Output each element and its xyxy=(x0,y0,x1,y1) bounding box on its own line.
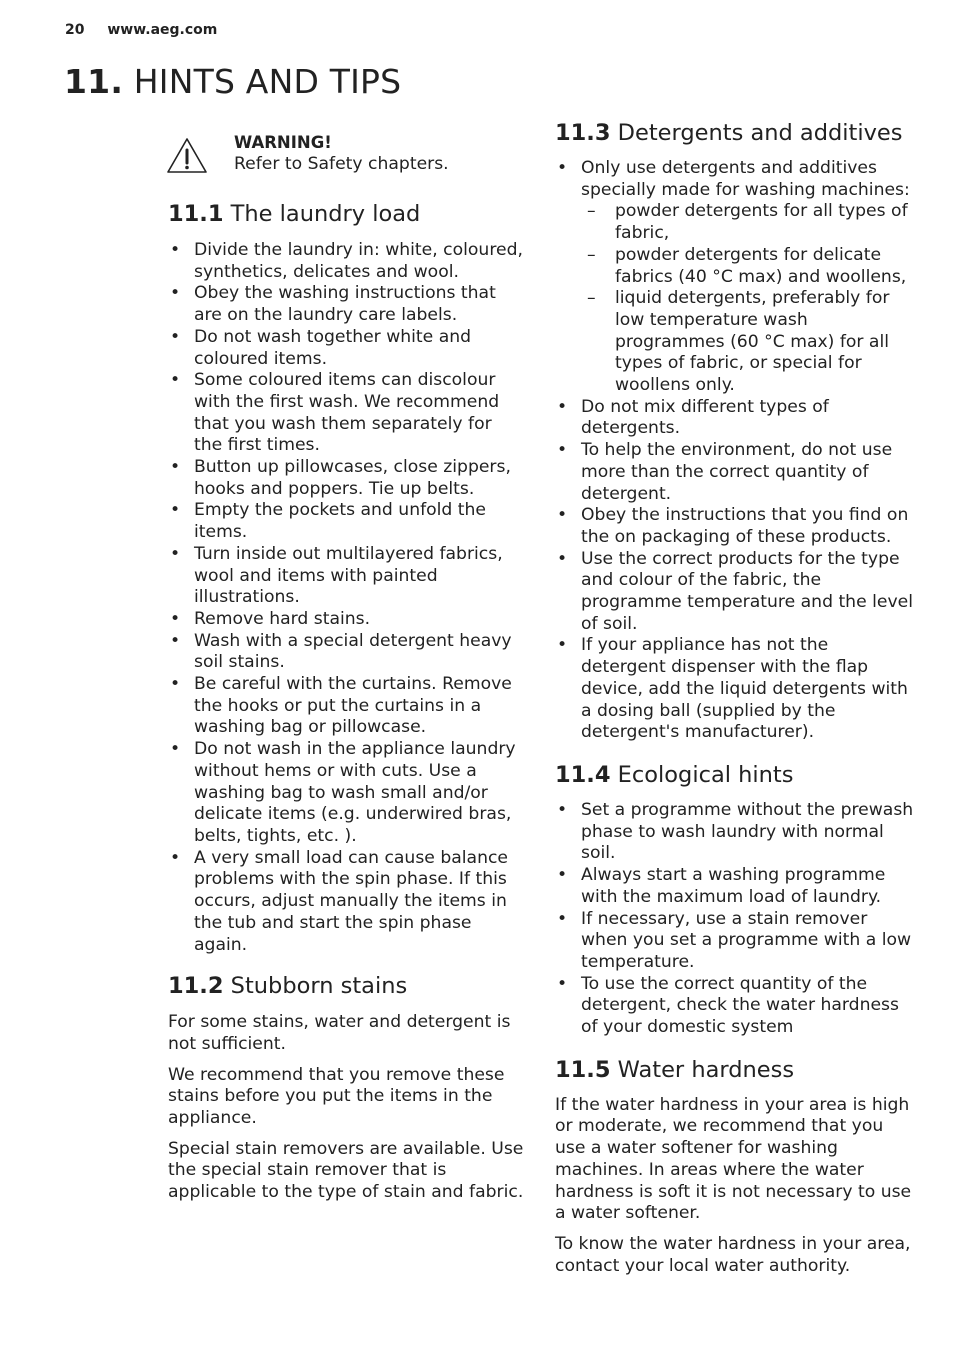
chapter-title xyxy=(64,62,401,101)
warning-title: WARNING! xyxy=(234,133,332,152)
list-item: • If necessary, use a stain remover when you set a programme with a low temperature. xyxy=(555,909,915,974)
warning-text: Refer to Safety chapters. xyxy=(234,154,449,174)
list-item: • Always start a washing programme with the maximum load of laundry. xyxy=(555,865,915,908)
section-number: 11.1 xyxy=(168,201,224,227)
page-number: 20 xyxy=(65,22,85,38)
list-item: • If your appliance has not the detergent dispenser with the flap device, add the liquid detergents with a dosing ball (supplied by the detergent's manufacturer). xyxy=(555,635,915,744)
section-heading-laundry-load xyxy=(168,199,524,229)
laundry-load-list xyxy=(168,240,524,956)
paragraph: We recommend that you remove these stains before you put the items in the appliance. xyxy=(168,1064,505,1129)
paragraph: If the water hardness in your area is high or moderate, we recommend that you use a water softener for washing machines. In areas where the water hardness is soft it is not necessary to use a water softener. xyxy=(555,1094,912,1224)
detergents-list-more xyxy=(555,397,915,744)
section-number: 11.5 xyxy=(555,1056,611,1083)
sub-list-item: – liquid detergents, preferably for low temperature wash programmes (60 °C max) for all types of fabric, or special for woollens only. xyxy=(581,288,915,397)
list-item: • A very small load can cause balance problems with the spin phase. If this occurs, adjust manually the items in the tub and start the spin phase again. xyxy=(168,848,524,957)
sub-list-item: – powder detergents for delicate fabrics (40 °C max) and woollens, xyxy=(581,245,915,288)
website-link[interactable]: www.aeg.com xyxy=(107,22,218,38)
sub-list-item: – powder detergents for all types of fabric, xyxy=(581,201,915,244)
section-heading-ecological-hints xyxy=(555,760,915,790)
list-item: • Do not wash together white and coloured items. xyxy=(168,327,524,370)
list-item: • Remove hard stains. xyxy=(168,609,524,631)
paragraph: For some stains, water and detergent is not sufficient. xyxy=(168,1012,511,1054)
list-item: • Divide the laundry in: white, coloured, synthetics, delicates and wool. xyxy=(168,240,524,283)
left-column xyxy=(168,132,524,1204)
section-title: Stubborn stains xyxy=(230,973,408,1000)
list-item: • To help the environment, do not use more than the correct quantity of detergent. xyxy=(555,440,915,505)
chapter-title-text: HINTS AND TIPS xyxy=(133,62,402,101)
list-item: • Empty the pockets and unfold the items. xyxy=(168,500,524,543)
section-heading-detergents xyxy=(555,118,915,148)
list-item: • Set a programme without the prewash phase to wash laundry with normal soil. xyxy=(555,800,915,865)
section-title: The laundry load xyxy=(230,201,421,227)
chapter-number: 11. xyxy=(64,62,124,101)
list-item: • Some coloured items can discolour with the first wash. We recommend that you wash them separately for the first times. xyxy=(168,370,524,457)
list-item: • Do not wash in the appliance laundry without hems or with cuts. Use a washing bag to wash small and/or delicate items (e.g. underwired bras, belts, tights, etc. ). xyxy=(168,739,524,848)
list-item-text: Only use detergents and additives specially made for washing machines: xyxy=(581,158,910,200)
section-title: Ecological hints xyxy=(617,761,794,788)
list-item: • Turn inside out multilayered fabrics, wool and items with painted illustrations. xyxy=(168,544,524,609)
list-item: • Button up pillowcases, close zippers, hooks and poppers. Tie up belts. xyxy=(168,457,524,500)
section-number: 11.3 xyxy=(555,120,611,146)
paragraph: To know the water hardness in your area, contact your local water authority. xyxy=(555,1233,911,1276)
list-item: • Wash with a special detergent heavy soil stains. xyxy=(168,631,524,674)
section-number: 11.4 xyxy=(555,761,611,788)
warning-box xyxy=(166,132,524,188)
section-heading-water-hardness xyxy=(555,1055,915,1085)
stubborn-stains-text xyxy=(168,1012,524,1204)
right-column xyxy=(555,118,915,1277)
section-number: 11.2 xyxy=(168,973,224,1000)
detergent-types-list xyxy=(581,201,915,396)
list-item: • To use the correct quantity of the detergent, check the water hardness of your domestic system xyxy=(555,974,915,1039)
warning-triangle-icon xyxy=(166,137,208,182)
list-item: • Do not mix different types of detergents. xyxy=(555,397,915,440)
list-item: • Be careful with the curtains. Remove the hooks or put the curtains in a washing bag or pillowcase. xyxy=(168,674,524,739)
section-title: Detergents and additives xyxy=(617,120,903,146)
list-item: • Obey the instructions that you find on the on packaging of these products. xyxy=(555,505,915,548)
paragraph: Special stain removers are available. Use the special stain remover that is applicable to the type of stain and fabric. xyxy=(168,1138,524,1203)
list-item xyxy=(555,158,915,397)
section-title: Water hardness xyxy=(617,1056,795,1083)
section-heading-stubborn-stains xyxy=(168,971,524,1001)
list-item: • Obey the washing instructions that are on the laundry care labels. xyxy=(168,283,524,326)
water-hardness-text xyxy=(555,1095,915,1278)
detergents-list xyxy=(555,158,915,397)
page-header xyxy=(65,22,217,38)
list-item: • Use the correct products for the type and colour of the fabric, the programme temperature and the level of soil. xyxy=(555,549,915,636)
ecological-hints-list xyxy=(555,800,915,1039)
